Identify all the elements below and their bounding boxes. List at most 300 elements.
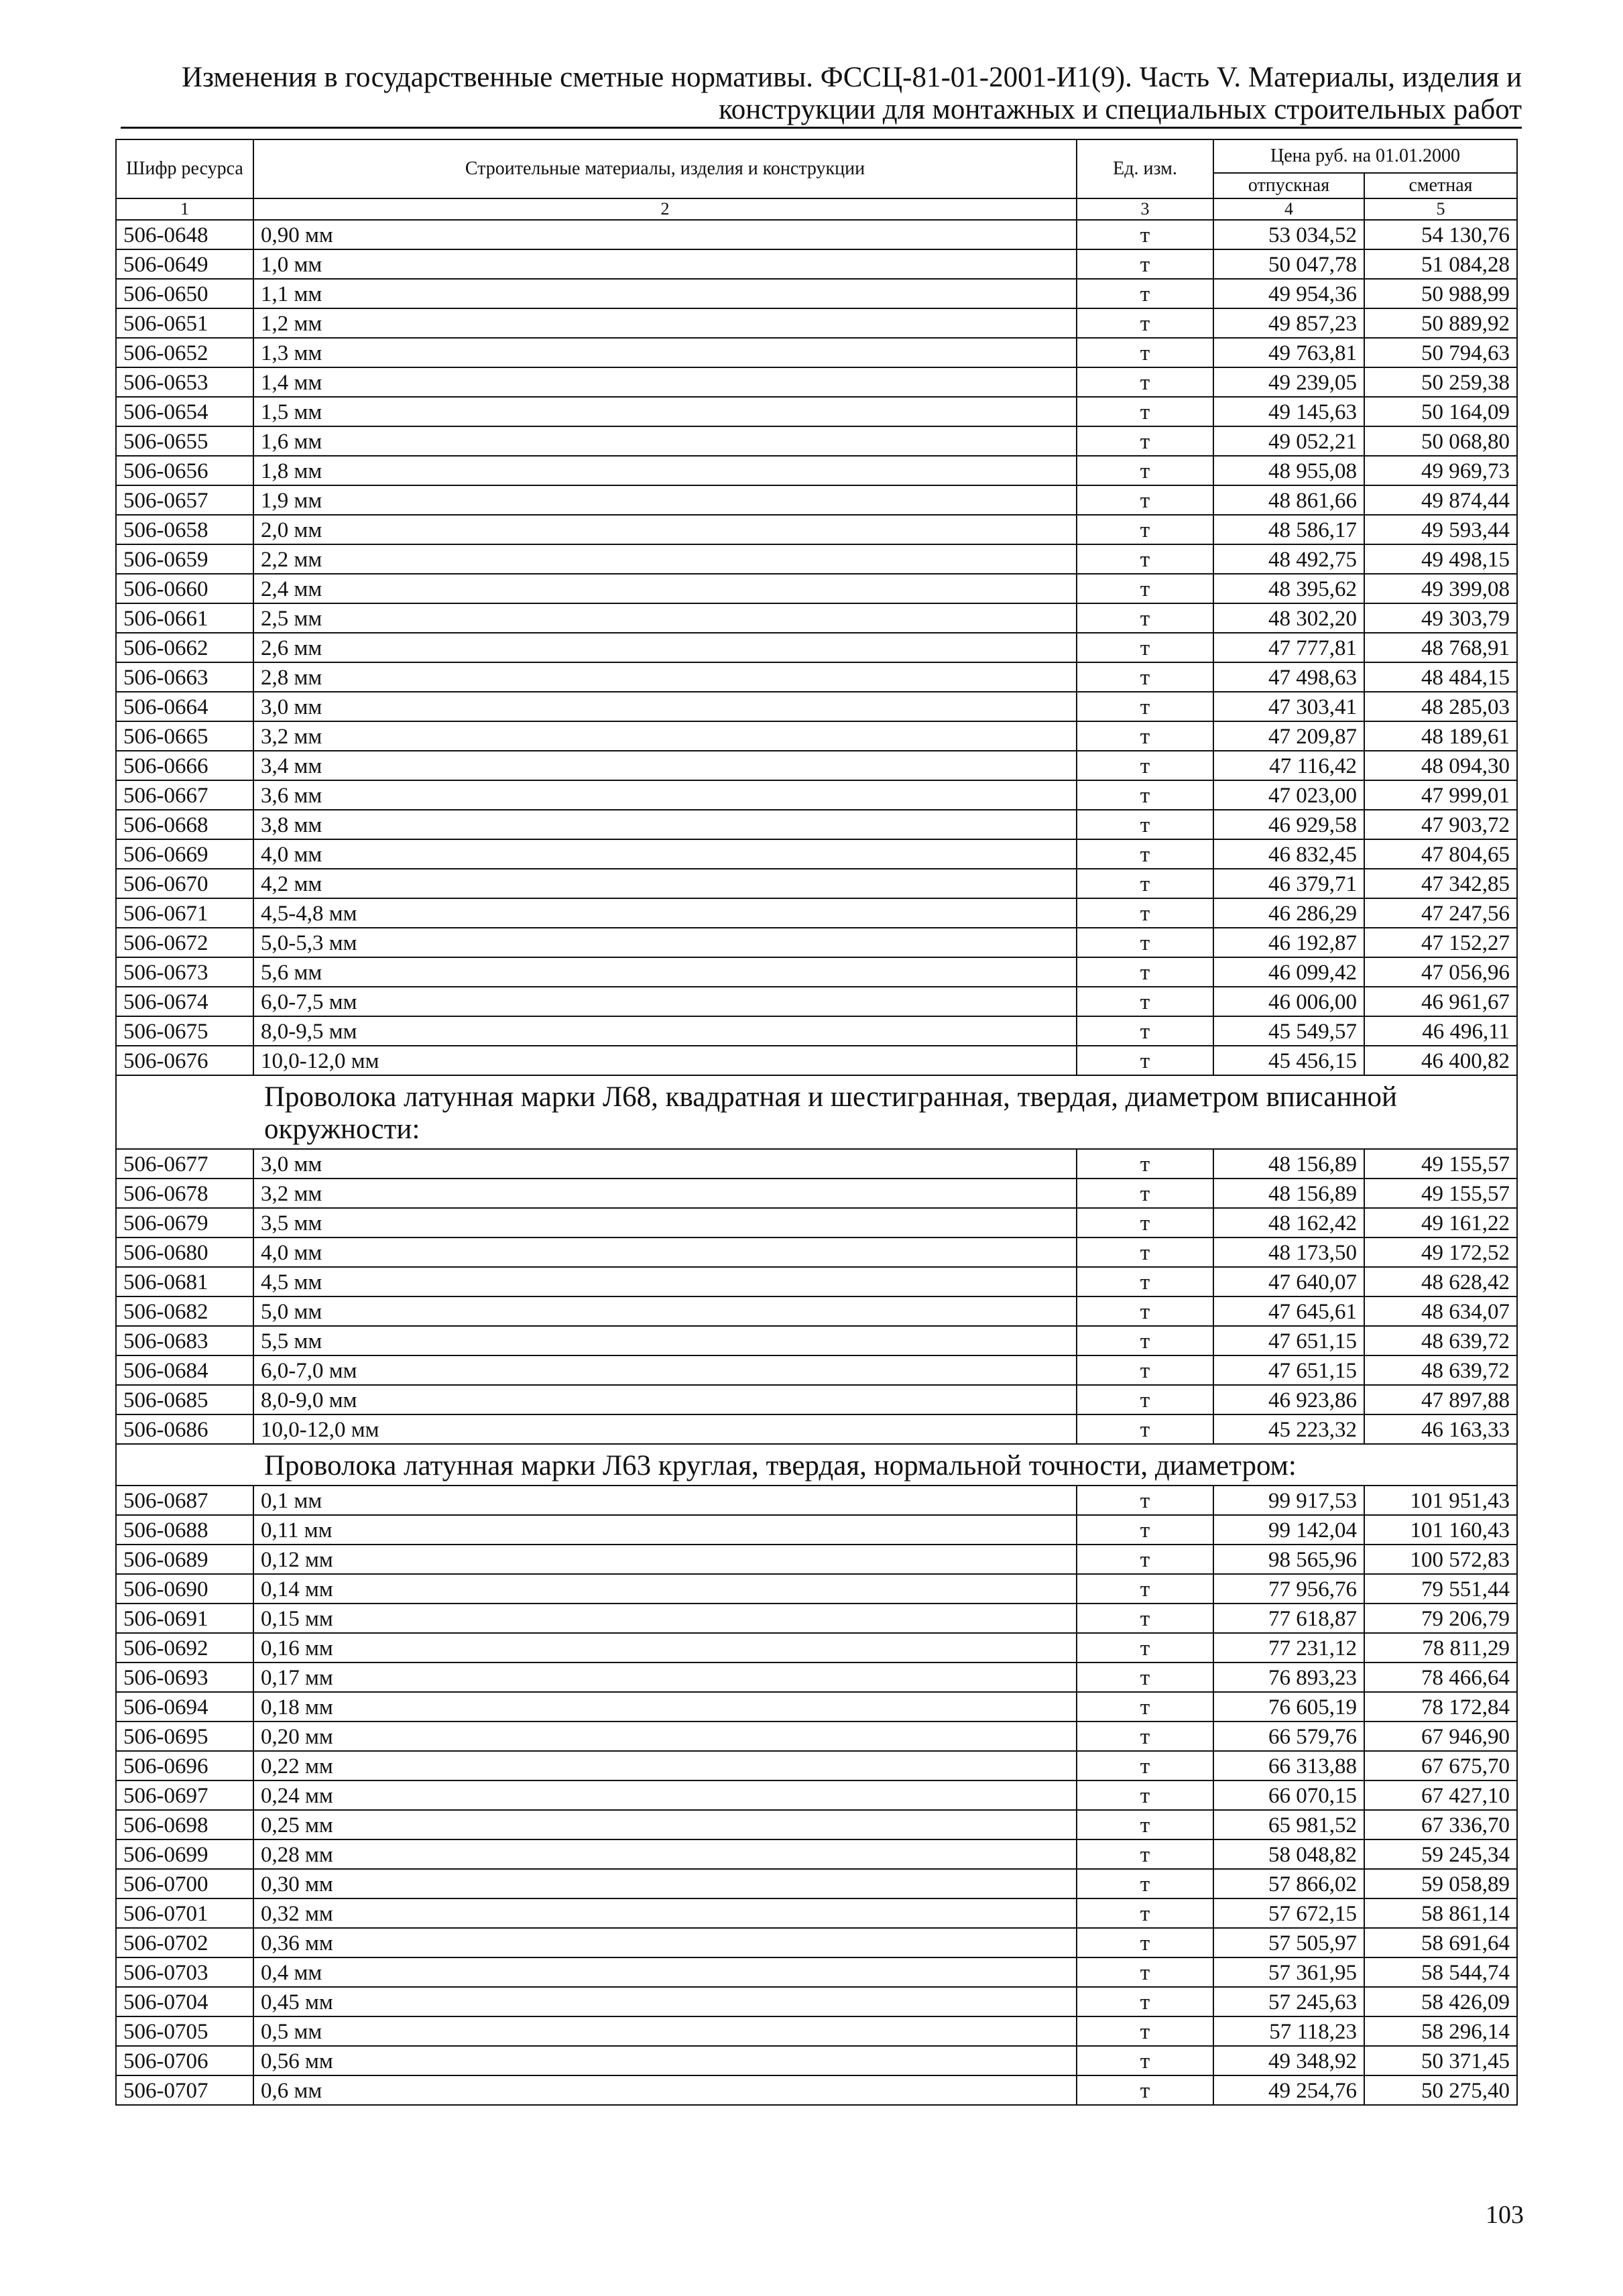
- price-estimate: 49 155,57: [1364, 1179, 1517, 1208]
- material-name: 0,36 мм: [253, 1928, 1077, 1957]
- material-name: 0,32 мм: [253, 1898, 1077, 1928]
- material-name: 0,12 мм: [253, 1545, 1077, 1574]
- material-name: 3,2 мм: [253, 1179, 1077, 1208]
- price-estimate: 67 946,90: [1364, 1721, 1517, 1751]
- price-estimate: 59 245,34: [1364, 1839, 1517, 1869]
- price-release: 48 162,42: [1213, 1208, 1364, 1237]
- price-release: 49 954,36: [1213, 279, 1364, 308]
- price-release: 45 456,15: [1213, 1046, 1364, 1075]
- header-rule: [121, 127, 1522, 129]
- table-row: [116, 1149, 1517, 1179]
- material-name: 2,0 мм: [253, 515, 1077, 544]
- table-row: [116, 1574, 1517, 1604]
- price-estimate: 48 634,07: [1364, 1296, 1517, 1326]
- material-name: 1,0 мм: [253, 249, 1077, 279]
- table-row: [116, 1869, 1517, 1898]
- resource-code: 506-0682: [116, 1296, 253, 1326]
- table-row: [116, 810, 1517, 839]
- price-estimate: 51 084,28: [1364, 249, 1517, 279]
- table-row: [116, 780, 1517, 810]
- unit-of-measure: т: [1077, 1810, 1213, 1839]
- material-name: 1,6 мм: [253, 426, 1077, 456]
- material-name: 10,0-12,0 мм: [253, 1046, 1077, 1075]
- material-name: 4,0 мм: [253, 1237, 1077, 1267]
- table-row: [116, 220, 1517, 249]
- table-row: [116, 633, 1517, 662]
- material-name: 2,8 мм: [253, 662, 1077, 692]
- resource-code: 506-0678: [116, 1179, 253, 1208]
- unit-of-measure: т: [1077, 1633, 1213, 1663]
- material-name: 2,2 мм: [253, 544, 1077, 574]
- material-name: 0,20 мм: [253, 1721, 1077, 1751]
- table-row: [116, 1898, 1517, 1928]
- price-estimate: 50 889,92: [1364, 308, 1517, 338]
- material-name: 0,24 мм: [253, 1780, 1077, 1810]
- price-estimate: 48 285,03: [1364, 692, 1517, 721]
- table-row: [116, 1296, 1517, 1326]
- price-estimate: 49 498,15: [1364, 544, 1517, 574]
- price-release: 76 893,23: [1213, 1663, 1364, 1692]
- price-release: 58 048,82: [1213, 1839, 1364, 1869]
- table-header: [116, 139, 1517, 220]
- material-name: 5,6 мм: [253, 957, 1077, 987]
- price-release: 49 763,81: [1213, 338, 1364, 367]
- material-name: 3,8 мм: [253, 810, 1077, 839]
- material-name: 0,4 мм: [253, 1957, 1077, 1987]
- resource-code: 506-0671: [116, 898, 253, 928]
- price-release: 46 832,45: [1213, 839, 1364, 869]
- price-release: 46 192,87: [1213, 928, 1364, 957]
- unit-of-measure: т: [1077, 662, 1213, 692]
- resource-code: 506-0663: [116, 662, 253, 692]
- price-release: 46 923,86: [1213, 1385, 1364, 1414]
- resource-code: 506-0703: [116, 1957, 253, 1987]
- unit-of-measure: т: [1077, 1604, 1213, 1633]
- resource-code: 506-0680: [116, 1237, 253, 1267]
- col-header-unit: Ед. изм.: [1077, 139, 1213, 198]
- unit-of-measure: т: [1077, 2075, 1213, 2105]
- unit-of-measure: т: [1077, 426, 1213, 456]
- price-estimate: 78 172,84: [1364, 1692, 1517, 1721]
- section-title-row: [116, 1444, 1517, 1486]
- unit-of-measure: т: [1077, 1267, 1213, 1296]
- unit-of-measure: т: [1077, 751, 1213, 780]
- table-row: [116, 1810, 1517, 1839]
- table-row: [116, 308, 1517, 338]
- material-name: 2,5 мм: [253, 603, 1077, 633]
- unit-of-measure: т: [1077, 338, 1213, 367]
- material-name: 3,5 мм: [253, 1208, 1077, 1237]
- unit-of-measure: т: [1077, 2046, 1213, 2075]
- resource-code: 506-0660: [116, 574, 253, 603]
- material-name: 4,0 мм: [253, 839, 1077, 869]
- col-header-price-group: Цена руб. на 01.01.2000: [1213, 139, 1517, 173]
- material-name: 0,6 мм: [253, 2075, 1077, 2105]
- table-row: [116, 1663, 1517, 1692]
- price-release: 66 579,76: [1213, 1721, 1364, 1751]
- material-name: 0,22 мм: [253, 1751, 1077, 1780]
- table-row: [116, 662, 1517, 692]
- unit-of-measure: т: [1077, 367, 1213, 397]
- unit-of-measure: т: [1077, 456, 1213, 485]
- table-row: [116, 1780, 1517, 1810]
- col-header-name: Строительные материалы, изделия и конструкции: [253, 139, 1077, 198]
- price-release: 47 777,81: [1213, 633, 1364, 662]
- resource-code: 506-0694: [116, 1692, 253, 1721]
- resource-code: 506-0705: [116, 2016, 253, 2046]
- price-estimate: 100 572,83: [1364, 1545, 1517, 1574]
- price-estimate: 50 275,40: [1364, 2075, 1517, 2105]
- resource-code: 506-0666: [116, 751, 253, 780]
- resource-code: 506-0648: [116, 220, 253, 249]
- page-header: [121, 62, 1522, 126]
- resource-code: 506-0687: [116, 1486, 253, 1515]
- unit-of-measure: т: [1077, 308, 1213, 338]
- resource-code: 506-0686: [116, 1414, 253, 1444]
- price-release: 45 223,32: [1213, 1414, 1364, 1444]
- material-name: 1,8 мм: [253, 456, 1077, 485]
- price-estimate: 48 189,61: [1364, 721, 1517, 751]
- section-title: Проволока латунная марки Л68, квадратная и шестигранная, твердая, диаметром вписанной окружности:: [116, 1075, 1517, 1149]
- unit-of-measure: т: [1077, 544, 1213, 574]
- price-release: 77 231,12: [1213, 1633, 1364, 1663]
- resource-code: 506-0670: [116, 869, 253, 898]
- price-estimate: 78 811,29: [1364, 1633, 1517, 1663]
- resource-table: [115, 139, 1518, 2106]
- table-row: [116, 279, 1517, 308]
- resource-code: 506-0655: [116, 426, 253, 456]
- header-line-2: конструкции для монтажных и специальных строительных работ: [719, 94, 1522, 125]
- material-name: 1,2 мм: [253, 308, 1077, 338]
- price-release: 47 651,15: [1213, 1326, 1364, 1355]
- resource-code: 506-0674: [116, 987, 253, 1016]
- section-title-row: [116, 1075, 1517, 1149]
- table-row: [116, 603, 1517, 633]
- price-release: 47 651,15: [1213, 1355, 1364, 1385]
- material-name: 6,0-7,5 мм: [253, 987, 1077, 1016]
- resource-code: 506-0667: [116, 780, 253, 810]
- resource-code: 506-0707: [116, 2075, 253, 2105]
- unit-of-measure: т: [1077, 1574, 1213, 1604]
- material-name: 1,9 мм: [253, 485, 1077, 515]
- unit-of-measure: т: [1077, 515, 1213, 544]
- price-estimate: 47 152,27: [1364, 928, 1517, 957]
- price-estimate: 50 794,63: [1364, 338, 1517, 367]
- price-release: 49 857,23: [1213, 308, 1364, 338]
- price-estimate: 46 496,11: [1364, 1016, 1517, 1046]
- unit-of-measure: т: [1077, 1869, 1213, 1898]
- unit-of-measure: т: [1077, 1355, 1213, 1385]
- unit-of-measure: т: [1077, 1751, 1213, 1780]
- price-release: 77 618,87: [1213, 1604, 1364, 1633]
- material-name: 6,0-7,0 мм: [253, 1355, 1077, 1385]
- price-release: 49 052,21: [1213, 426, 1364, 456]
- table-row: [116, 515, 1517, 544]
- price-release: 99 917,53: [1213, 1486, 1364, 1515]
- resource-code: 506-0650: [116, 279, 253, 308]
- unit-of-measure: т: [1077, 1515, 1213, 1545]
- unit-of-measure: т: [1077, 957, 1213, 987]
- price-release: 57 118,23: [1213, 2016, 1364, 2046]
- table-row: [116, 1355, 1517, 1385]
- table-row: [116, 1751, 1517, 1780]
- material-name: 3,0 мм: [253, 692, 1077, 721]
- material-name: 0,25 мм: [253, 1810, 1077, 1839]
- col-number-1: 1: [116, 198, 253, 220]
- table-row: [116, 1208, 1517, 1237]
- resource-code: 506-0673: [116, 957, 253, 987]
- price-release: 50 047,78: [1213, 249, 1364, 279]
- table-row: [116, 1385, 1517, 1414]
- price-release: 49 348,92: [1213, 2046, 1364, 2075]
- table-row: [116, 957, 1517, 987]
- price-estimate: 48 628,42: [1364, 1267, 1517, 1296]
- material-name: 3,6 мм: [253, 780, 1077, 810]
- resource-code: 506-0693: [116, 1663, 253, 1692]
- unit-of-measure: т: [1077, 810, 1213, 839]
- price-estimate: 101 951,43: [1364, 1486, 1517, 1515]
- material-name: 0,30 мм: [253, 1869, 1077, 1898]
- price-release: 49 254,76: [1213, 2075, 1364, 2105]
- price-estimate: 50 988,99: [1364, 279, 1517, 308]
- table-body: [116, 220, 1517, 2105]
- material-name: 1,5 мм: [253, 397, 1077, 426]
- unit-of-measure: т: [1077, 1326, 1213, 1355]
- resource-code: 506-0688: [116, 1515, 253, 1545]
- material-name: 3,2 мм: [253, 721, 1077, 751]
- price-estimate: 58 544,74: [1364, 1957, 1517, 1987]
- table-row: [116, 544, 1517, 574]
- resource-code: 506-0668: [116, 810, 253, 839]
- table-row: [116, 2075, 1517, 2105]
- price-release: 48 156,89: [1213, 1179, 1364, 1208]
- table-row: [116, 1326, 1517, 1355]
- resource-code: 506-0672: [116, 928, 253, 957]
- resource-code: 506-0669: [116, 839, 253, 869]
- material-name: 0,17 мм: [253, 1663, 1077, 1692]
- unit-of-measure: т: [1077, 603, 1213, 633]
- material-name: 3,4 мм: [253, 751, 1077, 780]
- price-release: 46 099,42: [1213, 957, 1364, 987]
- price-estimate: 47 056,96: [1364, 957, 1517, 987]
- price-release: 48 861,66: [1213, 485, 1364, 515]
- price-estimate: 47 247,56: [1364, 898, 1517, 928]
- price-release: 47 498,63: [1213, 662, 1364, 692]
- col-header-price-release: отпускная: [1213, 173, 1364, 198]
- resource-code: 506-0679: [116, 1208, 253, 1237]
- table-row: [116, 987, 1517, 1016]
- table-row: [116, 1016, 1517, 1046]
- resource-code: 506-0696: [116, 1751, 253, 1780]
- price-estimate: 46 163,33: [1364, 1414, 1517, 1444]
- unit-of-measure: т: [1077, 1692, 1213, 1721]
- price-release: 48 492,75: [1213, 544, 1364, 574]
- price-release: 66 313,88: [1213, 1751, 1364, 1780]
- table-row: [116, 1721, 1517, 1751]
- unit-of-measure: т: [1077, 1957, 1213, 1987]
- material-name: 0,1 мм: [253, 1486, 1077, 1515]
- resource-code: 506-0691: [116, 1604, 253, 1633]
- section-title: Проволока латунная марки Л63 круглая, твердая, нормальной точности, диаметром:: [116, 1444, 1517, 1486]
- price-release: 48 173,50: [1213, 1237, 1364, 1267]
- price-estimate: 47 342,85: [1364, 869, 1517, 898]
- price-estimate: 58 691,64: [1364, 1928, 1517, 1957]
- unit-of-measure: т: [1077, 279, 1213, 308]
- price-release: 76 605,19: [1213, 1692, 1364, 1721]
- table-row: [116, 1928, 1517, 1957]
- material-name: 0,11 мм: [253, 1515, 1077, 1545]
- material-name: 8,0-9,5 мм: [253, 1016, 1077, 1046]
- price-estimate: 47 897,88: [1364, 1385, 1517, 1414]
- resource-code: 506-0662: [116, 633, 253, 662]
- resource-code: 506-0690: [116, 1574, 253, 1604]
- material-name: 8,0-9,0 мм: [253, 1385, 1077, 1414]
- price-release: 66 070,15: [1213, 1780, 1364, 1810]
- resource-code: 506-0649: [116, 249, 253, 279]
- resource-code: 506-0701: [116, 1898, 253, 1928]
- resource-code: 506-0681: [116, 1267, 253, 1296]
- price-estimate: 67 336,70: [1364, 1810, 1517, 1839]
- resource-code: 506-0665: [116, 721, 253, 751]
- table-row: [116, 249, 1517, 279]
- material-name: 0,28 мм: [253, 1839, 1077, 1869]
- material-name: 0,18 мм: [253, 1692, 1077, 1721]
- price-release: 99 142,04: [1213, 1515, 1364, 1545]
- unit-of-measure: т: [1077, 1486, 1213, 1515]
- col-number-4: 4: [1213, 198, 1364, 220]
- price-release: 47 645,61: [1213, 1296, 1364, 1326]
- resource-code: 506-0700: [116, 1869, 253, 1898]
- unit-of-measure: т: [1077, 1987, 1213, 2016]
- resource-code: 506-0695: [116, 1721, 253, 1751]
- material-name: 5,0-5,3 мм: [253, 928, 1077, 957]
- unit-of-measure: т: [1077, 1385, 1213, 1414]
- price-estimate: 49 874,44: [1364, 485, 1517, 515]
- unit-of-measure: т: [1077, 1839, 1213, 1869]
- table-row: [116, 2016, 1517, 2046]
- resource-code: 506-0658: [116, 515, 253, 544]
- unit-of-measure: т: [1077, 633, 1213, 662]
- unit-of-measure: т: [1077, 574, 1213, 603]
- material-name: 1,3 мм: [253, 338, 1077, 367]
- price-estimate: 47 999,01: [1364, 780, 1517, 810]
- price-estimate: 46 961,67: [1364, 987, 1517, 1016]
- price-estimate: 49 172,52: [1364, 1237, 1517, 1267]
- price-estimate: 58 861,14: [1364, 1898, 1517, 1928]
- material-name: 4,2 мм: [253, 869, 1077, 898]
- resource-code: 506-0652: [116, 338, 253, 367]
- resource-code: 506-0702: [116, 1928, 253, 1957]
- price-release: 49 145,63: [1213, 397, 1364, 426]
- table-row: [116, 1692, 1517, 1721]
- unit-of-measure: т: [1077, 692, 1213, 721]
- material-name: 1,4 мм: [253, 367, 1077, 397]
- table-row: [116, 338, 1517, 367]
- price-release: 48 302,20: [1213, 603, 1364, 633]
- unit-of-measure: т: [1077, 1414, 1213, 1444]
- table-row: [116, 1839, 1517, 1869]
- table-row: [116, 2046, 1517, 2075]
- material-name: 0,45 мм: [253, 1987, 1077, 2016]
- resource-code: 506-0651: [116, 308, 253, 338]
- unit-of-measure: т: [1077, 869, 1213, 898]
- table-row: [116, 721, 1517, 751]
- price-release: 46 006,00: [1213, 987, 1364, 1016]
- material-name: 5,5 мм: [253, 1326, 1077, 1355]
- table-row: [116, 367, 1517, 397]
- resource-code: 506-0698: [116, 1810, 253, 1839]
- resource-code: 506-0697: [116, 1780, 253, 1810]
- resource-code: 506-0664: [116, 692, 253, 721]
- price-estimate: 59 058,89: [1364, 1869, 1517, 1898]
- price-estimate: 78 466,64: [1364, 1663, 1517, 1692]
- table-row: [116, 1545, 1517, 1574]
- material-name: 0,16 мм: [253, 1633, 1077, 1663]
- material-name: 3,0 мм: [253, 1149, 1077, 1179]
- price-estimate: 48 094,30: [1364, 751, 1517, 780]
- price-estimate: 101 160,43: [1364, 1515, 1517, 1545]
- resource-code: 506-0659: [116, 544, 253, 574]
- price-estimate: 50 068,80: [1364, 426, 1517, 456]
- price-estimate: 48 768,91: [1364, 633, 1517, 662]
- unit-of-measure: т: [1077, 839, 1213, 869]
- price-release: 48 955,08: [1213, 456, 1364, 485]
- price-release: 47 640,07: [1213, 1267, 1364, 1296]
- price-estimate: 50 259,38: [1364, 367, 1517, 397]
- material-name: 4,5-4,8 мм: [253, 898, 1077, 928]
- table-row: [116, 574, 1517, 603]
- table-row: [116, 1987, 1517, 2016]
- header-line-1: Изменения в государственные сметные нормативы. ФССЦ-81-01-2001-И1(9). Часть V. Материалы, изделия и: [182, 62, 1522, 93]
- price-release: 46 379,71: [1213, 869, 1364, 898]
- price-release: 46 929,58: [1213, 810, 1364, 839]
- unit-of-measure: т: [1077, 1780, 1213, 1810]
- price-release: 53 034,52: [1213, 220, 1364, 249]
- price-estimate: 48 484,15: [1364, 662, 1517, 692]
- material-name: 0,14 мм: [253, 1574, 1077, 1604]
- table-row: [116, 456, 1517, 485]
- resource-code: 506-0653: [116, 367, 253, 397]
- material-name: 0,5 мм: [253, 2016, 1077, 2046]
- table-row: [116, 839, 1517, 869]
- price-estimate: 49 593,44: [1364, 515, 1517, 544]
- table-row: [116, 1604, 1517, 1633]
- price-release: 47 209,87: [1213, 721, 1364, 751]
- price-estimate: 48 639,72: [1364, 1355, 1517, 1385]
- price-release: 57 505,97: [1213, 1928, 1364, 1957]
- resource-code: 506-0675: [116, 1016, 253, 1046]
- resource-code: 506-0654: [116, 397, 253, 426]
- unit-of-measure: т: [1077, 987, 1213, 1016]
- unit-of-measure: т: [1077, 1208, 1213, 1237]
- unit-of-measure: т: [1077, 1046, 1213, 1075]
- material-name: 5,0 мм: [253, 1296, 1077, 1326]
- unit-of-measure: т: [1077, 220, 1213, 249]
- resource-code: 506-0683: [116, 1326, 253, 1355]
- material-name: 0,56 мм: [253, 2046, 1077, 2075]
- price-estimate: 49 155,57: [1364, 1149, 1517, 1179]
- price-estimate: 49 399,08: [1364, 574, 1517, 603]
- price-release: 57 866,02: [1213, 1869, 1364, 1898]
- table-row: [116, 485, 1517, 515]
- unit-of-measure: т: [1077, 397, 1213, 426]
- resource-code: 506-0692: [116, 1633, 253, 1663]
- table-row: [116, 1957, 1517, 1987]
- price-release: 57 245,63: [1213, 1987, 1364, 2016]
- price-estimate: 58 426,09: [1364, 1987, 1517, 2016]
- resource-code: 506-0706: [116, 2046, 253, 2075]
- unit-of-measure: т: [1077, 1149, 1213, 1179]
